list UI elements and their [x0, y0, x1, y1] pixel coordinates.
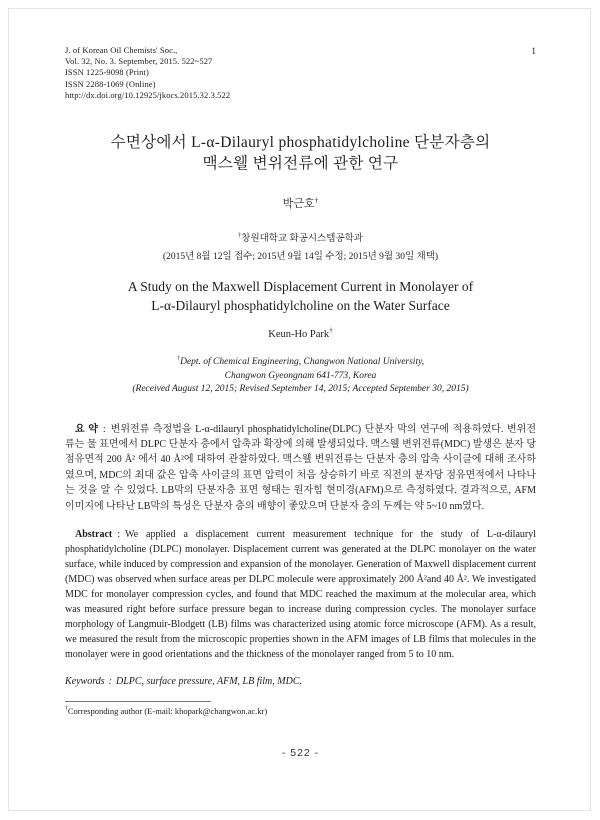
- title-korean-line2: 맥스웰 변위전류에 관한 연구: [202, 155, 399, 173]
- page-number-bottom: - 522 -: [281, 746, 320, 759]
- abstract-english-body: We applied a displacement current measurement technique for the study of L-α-dilauryl phosphatidylcholine (DLPC) monolayer. Displacement current was generated at the DLPC monolayer on the water surface, while induced by compression and expansion of the monolayer. Generation of Maxwell displacement current (MDC) was observed when surface areas per DLPC molecule were approximately 200 Å²and 40 Å². We investigated MDC for monolayer compression cycles, and found that MDC reached the maximum at the molecular area, which was measured right before surface pressure began to increase during compression cycles. The monolayer surface morphology of Langmuir-Blodgett (LB) films was characterized using atomic force microscope (AFM). As a result, we measured the result from the microscopic properties shown in the AFM images of LB films that molecules in the monolayer were in good orientations and the thickness of the monolayer ranged from 5 to 10 nm.: [65, 528, 536, 660]
- abstract-korean-separator: :: [102, 423, 106, 435]
- affiliation-korean-dagger: †: [238, 231, 242, 239]
- affiliation-english: [65, 356, 536, 397]
- title-english-line2: L-α-Dilauryl phosphatidylcholine on the Water Surface: [151, 298, 450, 314]
- journal-volume-issue: Vol. 32, No. 3. September, 2015. 522~527: [65, 56, 213, 67]
- abstract-korean-body: 변위전류 측정법을 L-α-dilauryl phosphatidylcholine(DLPC) 단분자 막의 연구에 적용하였다. 변위전류는 물 표면에서 DLPC 단분자 층에서 압축과 확장에 의해 발생되었다. 맥스웰 변위전류(MDC) 발생은 분자 당 점유면적 200 Å² 에서 40 Å²에 대하여 관찰하였다. 맥스웰 변위전류는 단분자 층의 압축 사이클에 대해 조사하였으며, MDC의 최대 값은 압축 사이클의 표면 압력이 처음 상승하기 바로 직전의 분자당 점유면적에서 나타나는 것을 알 수 있었다. LB막의 단분자층 표면 형태는 원자힘 현미경(AFM)으로 측정하였다. 결과적으로, AFM 이미지에 나타난 LB막의 특성은 단분자 층의 배향이 좋았으며 단분자 층의 두께는 약 5~10 nm였다.: [65, 423, 536, 512]
- title-english-line1: A Study on the Maxwell Displacement Current in Monolayer of: [127, 279, 474, 295]
- abstract-korean-label: 요 약: [75, 423, 98, 435]
- author-korean-dagger: †: [314, 195, 319, 205]
- journal-header: [65, 45, 536, 101]
- author-english-name: Keun-Ho Park: [268, 329, 330, 341]
- issn-print: ISSN 1225-9098 (Print): [65, 67, 149, 78]
- keywords-line: [65, 676, 536, 687]
- affiliation-english-line1: †Dept. of Chemical Engineering, Changwon National University,: [176, 354, 425, 368]
- issn-online: ISSN 2288-1069 (Online): [65, 78, 156, 89]
- dates-korean: (2015년 8월 12일 접수; 2015년 9월 14일 수정; 2015년 9월 30일 채택): [162, 252, 439, 263]
- journal-info-block: [65, 45, 230, 101]
- abstract-english-label: Abstract: [75, 528, 113, 540]
- doi-link: http://dx.doi.org/10.12925/jkocs.2015.32.3.522: [65, 89, 231, 100]
- affiliation-korean: [65, 230, 536, 244]
- title-english: [65, 277, 536, 315]
- keywords-label: Keywords: [65, 675, 105, 687]
- author-english: [65, 326, 536, 341]
- title-korean-line1: 수면상에서 L-α-Dilauryl phosphatidylcholine 단분자층의: [110, 134, 491, 152]
- abstract-english: [65, 527, 536, 662]
- abstract-english-separator: :: [117, 528, 120, 540]
- title-korean: [65, 132, 536, 174]
- keywords-body: DLPC, surface pressure, AFM, LB film, MDC.: [115, 675, 302, 687]
- author-english-dagger: †: [329, 326, 333, 335]
- affiliation-english-line2: Changwon Gyeongnam 641-773, Korea: [224, 370, 377, 381]
- footnote-text: Corresponding author (E-mail: khopark@changwon.ac.kr): [67, 705, 268, 716]
- page-number-top: 1: [531, 47, 536, 57]
- corresponding-author-footnote: [65, 706, 536, 716]
- journal-name: J. of Korean Oil Chemists' Soc.,: [65, 45, 178, 55]
- affiliation-korean-text: 창원대학교 화공시스템공학과: [241, 234, 363, 245]
- footnote-divider: [65, 701, 211, 702]
- author-korean: [65, 195, 536, 211]
- received-revised-accepted: (Received August 12, 2015; Revised September 14, 2015; Accepted September 30, 2015): [132, 384, 469, 395]
- author-korean-name: 박근호: [282, 198, 315, 211]
- abstract-korean: [65, 422, 536, 514]
- footnote-dagger: †: [65, 706, 68, 713]
- paper-page: [8, 8, 591, 811]
- affiliation-english-dagger: †: [176, 354, 181, 362]
- keywords-separator: :: [108, 675, 112, 687]
